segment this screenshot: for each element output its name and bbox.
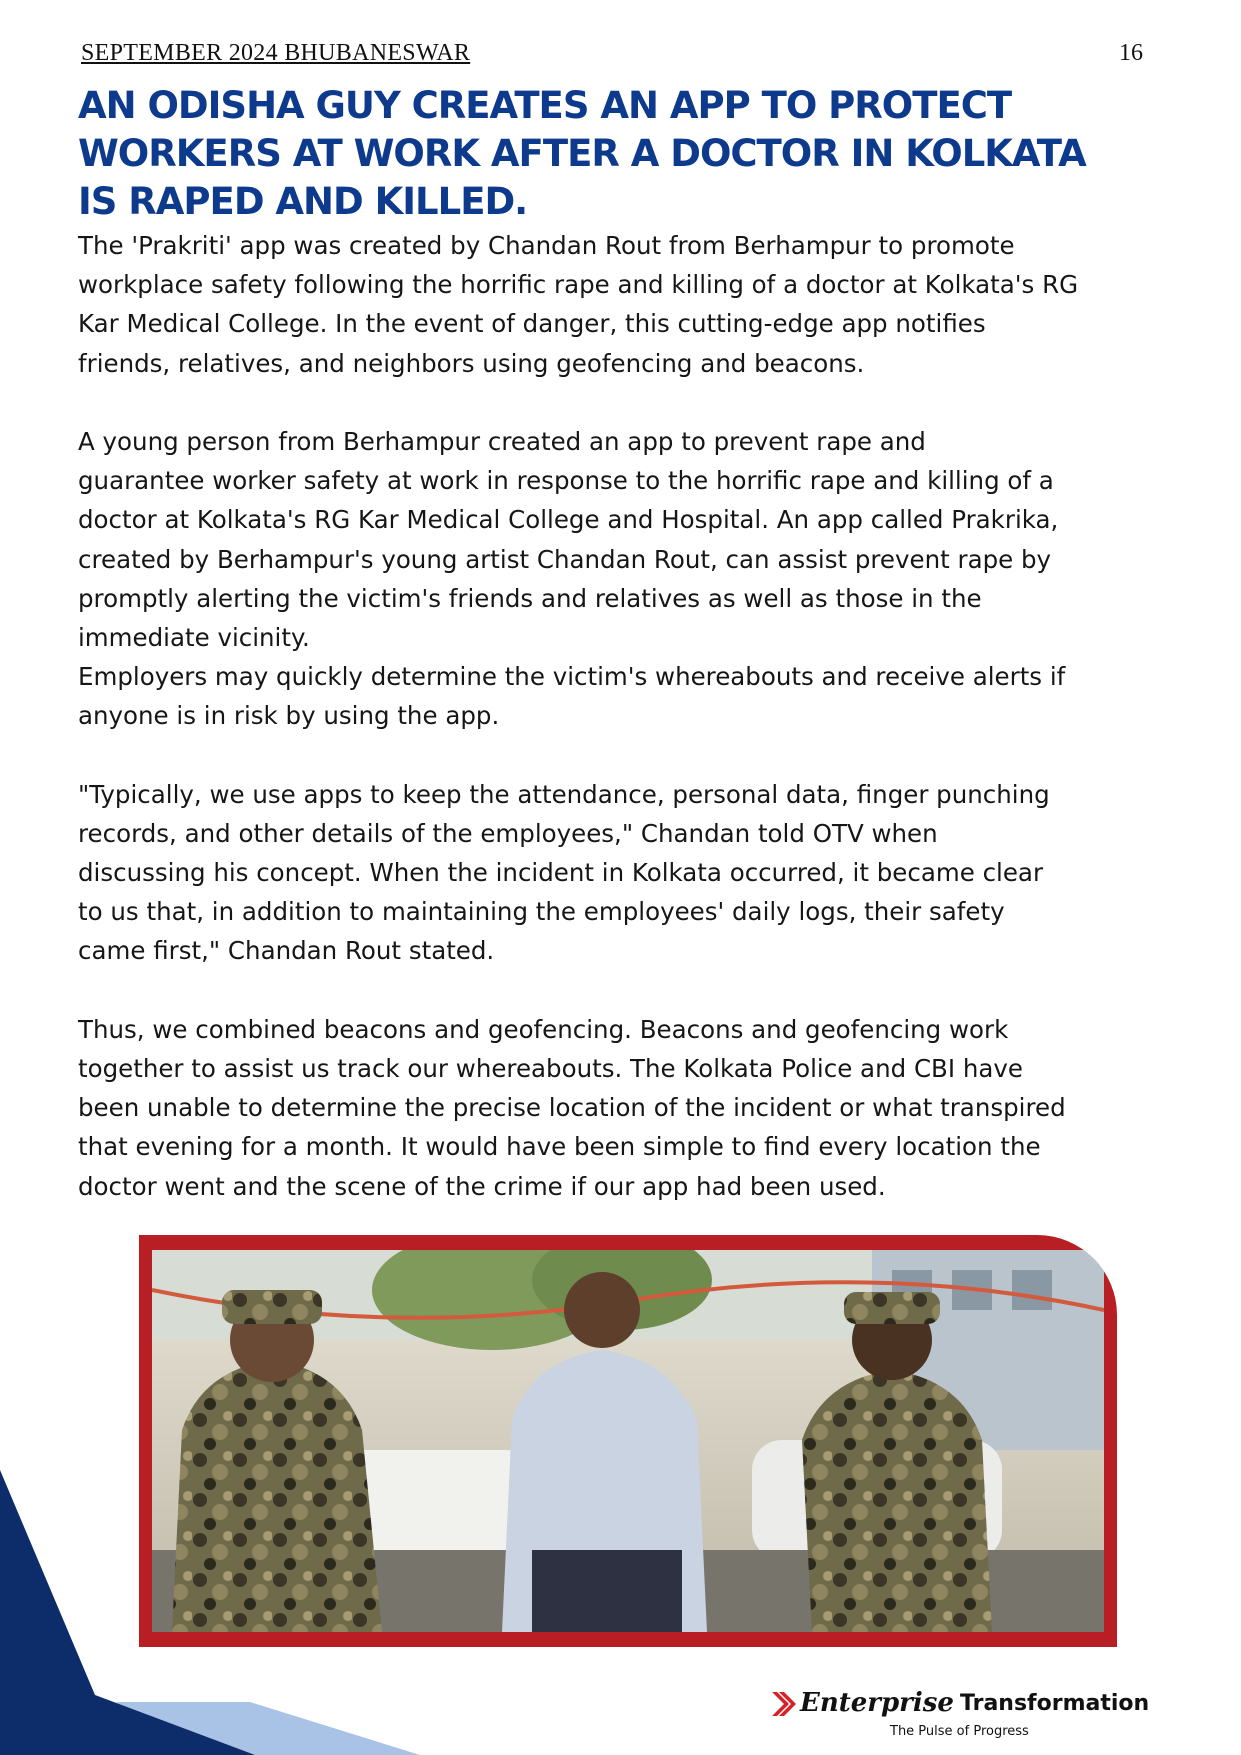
body-line: came first," Chandan Rout stated. — [78, 936, 495, 966]
body-line: Employers may quickly determine the victim's whereabouts and receive alerts if — [78, 662, 1066, 692]
body-line: created by Berhampur's young artist Chandan Rout, can assist prevent rape by — [78, 544, 1052, 574]
body-line: that evening for a month. It would have been simple to find every location the — [78, 1132, 1041, 1162]
body-line: discussing his concept. When the incident in Kolkata occurred, it became clear — [78, 858, 1044, 887]
body-line: anyone is in risk by using the app. — [78, 701, 500, 731]
body-line: A young person from Berhampur created an app to prevent rape and — [78, 426, 926, 456]
headline-line: WORKERS AT WORK AFTER A DOCTOR IN KOLKATA — [78, 132, 1086, 175]
page-number: 16 — [1119, 40, 1143, 66]
body-line: doctor went and the scene of the crime if our app had been used. — [78, 1171, 886, 1201]
logo-tagline: The Pulse of Progress — [890, 1724, 1029, 1739]
body-line: The 'Prakriti' app was created by Chandan Rout from Berhampur to promote — [78, 231, 1015, 260]
body-line: to us that, in addition to maintaining the employees' daily logs, their safety — [78, 897, 1005, 927]
body-line: records, and other details of the employees," Chandan told OTV when — [78, 818, 938, 848]
page-header — [81, 36, 1143, 70]
body-line: Thus, we combined beacons and geofencing. Beacons and geofencing work — [78, 1014, 1009, 1044]
edition-label: SEPTEMBER 2024 BHUBANESWAR — [81, 40, 471, 66]
logo-name-enterprise: Enterprise — [800, 1688, 954, 1718]
body-line: "Typically, we use apps to keep the attendance, personal data, finger punching — [78, 779, 1050, 809]
logo-name-transformation: Transformation — [960, 1691, 1150, 1716]
body-line — [78, 383, 1178, 422]
article-headline — [78, 82, 1158, 226]
body-line: workplace safety following the horrific rape and killing of a doctor at Kolkata's RG — [78, 270, 1079, 300]
logo-chevron-icon — [772, 1692, 796, 1716]
article-body — [78, 226, 1178, 1206]
body-line: friends, relatives, and neighbors using geofencing and beacons. — [78, 348, 865, 378]
article-photo-frame — [139, 1235, 1117, 1647]
body-line: doctor at Kolkata's RG Kar Medical College and Hospital. An app called Prakrika, — [78, 505, 1059, 535]
body-line: been unable to determine the precise location of the incident or what transpired — [78, 1093, 1066, 1123]
body-line — [78, 735, 1178, 774]
body-line: promptly alerting the victim's friends and relatives as well as those in the — [78, 583, 982, 613]
body-line: Kar Medical College. In the event of danger, this cutting-edge app notifies — [78, 309, 986, 339]
article-photo — [152, 1250, 1104, 1632]
body-line — [78, 971, 1178, 1010]
body-line: guarantee worker safety at work in response to the horrific rape and killing of a — [78, 466, 1054, 496]
headline-line: IS RAPED AND KILLED. — [78, 180, 528, 223]
body-line: together to assist us track our whereabouts. The Kolkata Police and CBI have — [78, 1053, 1023, 1083]
publication-logo — [772, 1688, 1172, 1748]
body-line: immediate vicinity. — [78, 622, 310, 652]
headline-line: AN ODISHA GUY CREATES AN APP TO PROTECT — [78, 84, 1012, 127]
